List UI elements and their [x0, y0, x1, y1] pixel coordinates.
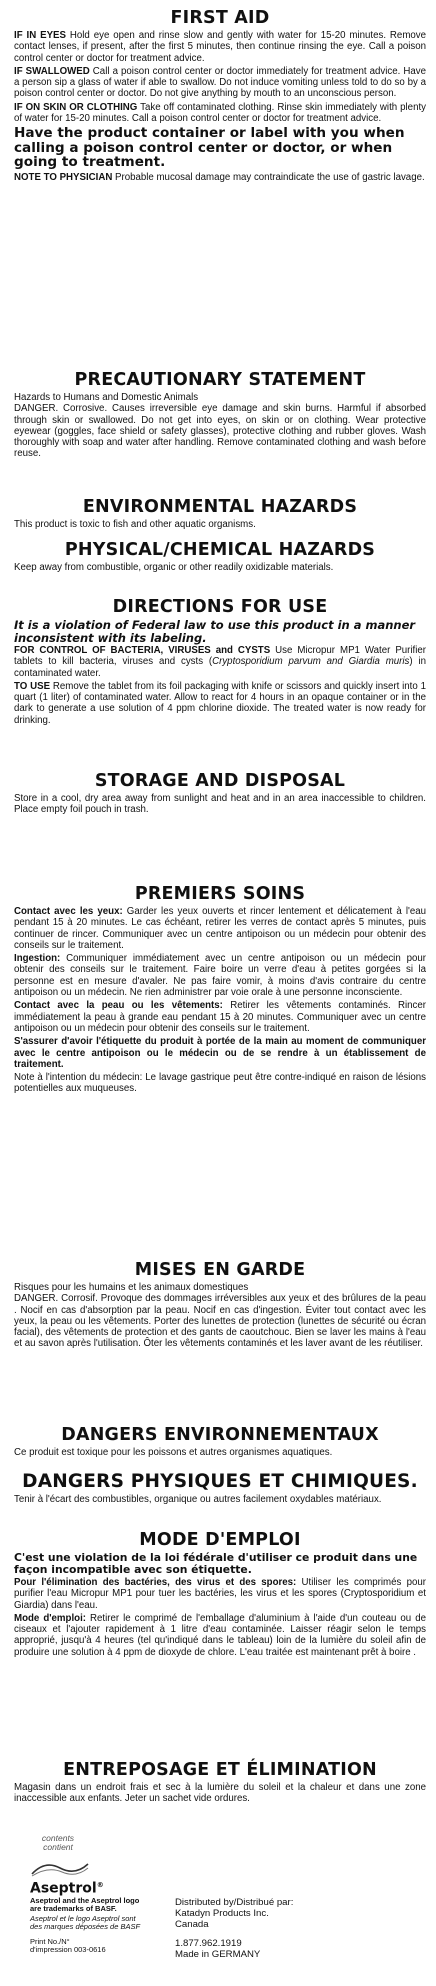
precautionary-section [14, 370, 426, 460]
environmental-section [14, 497, 426, 530]
brand-block [30, 1834, 160, 1955]
elimination-lead: Pour l'élimination des bactéries, des virus et des spores: [14, 1577, 297, 1588]
control-organisms: Cryptosporidium parvum and Giardia muris [212, 656, 410, 668]
physical-section [14, 540, 426, 573]
print-line-2: d'impression 003-0616 [30, 1945, 106, 1955]
brand-name: Aseptrol® [30, 1880, 104, 1897]
dangers-env-title: DANGERS ENVIRONNEMENTAUX [61, 1425, 379, 1445]
eyes-lead: IF IN EYES [14, 30, 66, 41]
environmental-text: This product is toxic to fish and other aquatic organisms. [14, 519, 256, 530]
trademark-fr [30, 1915, 160, 1932]
mises-en-garde-subtitle: Risques pour les humains et les animaux domestiques [14, 1282, 249, 1293]
mises-en-garde-section [14, 1260, 426, 1350]
contents-en: contents [41, 1833, 75, 1843]
dangers-env-section [14, 1425, 426, 1458]
ingestion [14, 953, 426, 998]
contents-label [30, 1834, 86, 1852]
distributed-by: Distributed by/Distribué par: [175, 1897, 294, 1908]
to-use-body: Remove the tablet from its foil packaging with knife or scissors and quickly insert into 1 quart (1 liter) of contaminated water. Allow to react for 4 hours in an opaque container or in the dark to generate a use solution of 4 ppm chlorine dioxide. The treated water is now ready for drinking. [14, 680, 426, 726]
premiers-soins-section [14, 884, 426, 1095]
first-aid-skin [14, 102, 426, 125]
made-in: Made in GERMANY [175, 1949, 261, 1961]
control-text [14, 645, 426, 679]
eyes-text: Hold eye open and rinse slow and gently with water for 15-20 minutes. Remove contact lenses, if present, after the first 5 minutes, then continue rinsing the eye. Call a poison control center or doctor for treatment advice. [14, 30, 427, 64]
peau-text: Retirer les vêtements contaminés. Rincer immédiatement la peau à grande eau pendant 15 à 20 minutes. Communiquer avec un centre antipoison ou un médecin pour obtenir des conseils sur le traitement. [14, 1000, 427, 1034]
first-aid-title: FIRST AID [170, 8, 270, 28]
ingestion-lead: Ingestion: [14, 953, 61, 965]
directions-section [14, 597, 426, 726]
swallowed-lead: IF SWALLOWED [14, 65, 90, 77]
physician-lead: NOTE TO PHYSICIAN [14, 171, 113, 183]
entreposage-text: Magasin dans un endroit frais et sec à la lumière du soleil et la chaleur et dans une zone inaccessible aux enfants. Jeter un sachet vide ordures. [14, 1782, 426, 1805]
directions-title: DIRECTIONS FOR USE [112, 597, 328, 617]
physical-title: PHYSICAL/CHEMICAL HAZARDS [64, 540, 376, 560]
entreposage-title: ENTREPOSAGE ET ÉLIMINATION [63, 1760, 377, 1780]
physician-text: Probable mucosal damage may contraindicate the use of gastric lavage. [112, 171, 425, 183]
swallowed-text: Call a poison control center or doctor immediately for treatment advice. Have a person sip a glass of water if able to swallow. Do not induce vomiting unless told to do so by a poison control center or doctor. Do not give anything by mouth to an unconscious person. [14, 65, 426, 100]
print-line-1: Print No./N° [30, 1936, 70, 1946]
mises-en-garde-text: DANGER. Corrosif. Provoque des dommages irréversibles aux yeux et des brûlures de la peau . Nocif en cas d'absorption par la peau. Nocif en cas d'ingestion. Éviter tout contact avec les yeux, la peau ou les vêtements. Porter des lunettes de protection (lunettes de sécurité ou écran facial), des vêtements de protection et des gants de caoutchouc. Bien se laver les mains à l'eau et au savon après l'utilisation. Ôter les vêtements contaminés et les laver avant de les réutiliser. [14, 1293, 426, 1350]
etiquette-warning: S'assurer d'avoir l'étiquette du produit à portée de la main au moment de communiquer avec le centre antipoison ou le médecin ou de se rendre à un établissement de traitement. [14, 1036, 426, 1070]
environmental-title: ENVIRONMENTAL HAZARDS [82, 497, 358, 517]
print-number [30, 1938, 160, 1955]
loi-federale-warning: C'est une violation de la loi fédérale d'utiliser ce produit dans une façon incompatible avec son étiquette. [14, 1551, 418, 1576]
physical-text: Keep away from combustible, organic or other readily oxidizable materials. [14, 562, 334, 573]
contents-fr: contient [43, 1842, 73, 1852]
dangers-phys-title: DANGERS PHYSIQUES ET CHIMIQUES. [22, 1471, 418, 1492]
elimination-text [14, 1577, 426, 1611]
label-footer [30, 1834, 420, 1984]
precautionary-title: PRECAUTIONARY STATEMENT [74, 370, 366, 390]
first-aid-eyes [14, 30, 426, 64]
trademark-en [30, 1897, 160, 1914]
precautionary-text: DANGER. Corrosive. Causes irreversible eye damage and skin burns. Harmful if absorbed through skin or swallowed. Do not get into eyes, on skin or on clothing. Wear protective eyewear (goggles, face shield or safety glasses), protective clothing and rubber gloves. Wash thoroughly with soap and water after handling. Remove contaminated clothing and wash before reuse. [14, 403, 426, 460]
yeux-text: Garder les yeux ouverts et rincer lentement et délicatement à l'eau pendant 15 à 20 minutes. Le cas échéant, retirer les verres de contact après 5 minutes, puis continuer de rincer. Communiquer avec un centre antipoison ou un médecin pour obtenir des conseils sur le traitement. [14, 906, 426, 951]
note-medecin: Note à l'intention du médecin: Le lavage gastrique peut être contre-indiqué en raison de lésions potentielles aux muqueuses. [14, 1072, 426, 1095]
mode-body: Retirer le comprimé de l'emballage d'aluminium à l'aide d'un couteau ou de ciseaux et l'ajouter rapidement à 1 litre d'eau contaminée. Laisser réagir selon le temps approprié, jusqu'à 4 heures (tel qu'indiqué dans le tableau) loin de la lumière du soleil afin de produire une solution à 4 ppm de dioxyde de chlore. L'eau traitée est maintenant prêt à boire . [14, 1612, 426, 1658]
to-use-lead: TO USE [14, 680, 51, 692]
mode-emploi-section [14, 1530, 426, 1658]
yeux-lead: Contact avec les yeux: [14, 906, 123, 917]
premiers-soins-title: PREMIERS SOINS [134, 884, 306, 904]
trademark-fr-line-1: Aseptrol et le logo Aseptrol sont [30, 1913, 136, 1923]
ingestion-text: Communiquer immédiatement avec un centre antipoison ou un médecin pour obtenir des conseils sur le traitement. Faire boire un verre d'eau à petites gorgées si la personne est en mesure d'avaler. Ne pas faire vomir, à moins d'avis contraire du centre antipoison ou un médecin. Ne rien administrer par voie orale à une personne inconsciente. [14, 953, 426, 999]
mises-en-garde-title: MISES EN GARDE [134, 1260, 306, 1280]
trademark-fr-line-2: des marques déposées de BASF [30, 1922, 141, 1932]
skin-text: Take off contaminated clothing. Rinse skin immediately with plenty of water for 15-20 minutes. Call a poison control center or doctor for treatment advice. [14, 101, 426, 125]
first-aid-swallowed [14, 66, 426, 100]
company-name: Katadyn Products Inc. [175, 1907, 269, 1919]
precautionary-subtitle: Hazards to Humans and Domestic Animals [14, 392, 199, 403]
mode-lead: Mode d'emploi: [14, 1612, 86, 1624]
container-warning: Have the product container or label with you when calling a poison control center or doctor, or when going to treatment. [14, 125, 405, 171]
to-use-text [14, 681, 426, 726]
contact-peau [14, 1000, 426, 1034]
first-aid-section [14, 8, 426, 183]
control-text-2: ) in contaminated water. [14, 656, 426, 679]
trademark-en-line-2: are trademarks of BASF. [30, 1904, 117, 1914]
elimination-body: Utiliser les comprimés pour purifier l'eau Micropur MP1 pour tuer les bactéries, les virus et les spores (Cryptosporidium et Giardia) dans l'eau. [14, 1577, 426, 1611]
company-country: Canada [175, 1918, 209, 1930]
distributor-block [175, 1898, 293, 1961]
mode-emploi-title: MODE D'EMPLOI [139, 1530, 301, 1550]
storage-section [14, 771, 426, 816]
control-text-1: Use Micropur MP1 Water Purifier tablets to kill bacteria, viruses and cysts ( [14, 645, 427, 668]
dangers-phys-text: Tenir à l'écart des combustibles, organique ou autres facilement oxydables matériaux. [14, 1494, 382, 1505]
control-lead: FOR CONTROL OF BACTERIA, VIRUSES and CYSTS [14, 645, 271, 656]
storage-text: Store in a cool, dry area away from sunlight and heat and in an area inaccessible to children. Place empty foil pouch in trash. [14, 793, 426, 816]
dangers-phys-section [14, 1472, 426, 1505]
trademark-en-line-1: Aseptrol and the Aseptrol logo [30, 1895, 140, 1905]
contact-yeux [14, 906, 426, 951]
skin-lead: IF ON SKIN OR CLOTHING [14, 101, 138, 113]
peau-lead: Contact avec la peau ou les vêtements: [14, 1000, 223, 1012]
note-to-physician [14, 172, 426, 183]
phone-number: 1.877.962.1919 [175, 1938, 242, 1950]
storage-title: STORAGE AND DISPOSAL [94, 771, 346, 791]
dangers-env-text: Ce produit est toxique pour les poissons et autres organismes aquatiques. [14, 1447, 333, 1458]
mode-text [14, 1613, 426, 1658]
entreposage-section [14, 1760, 426, 1805]
brand-text: Aseptrol [30, 1880, 97, 1897]
aseptrol-logo-icon [30, 1858, 90, 1878]
federal-law-warning: It is a violation of Federal law to use this product in a manner inconsistent with its labeling. [14, 618, 416, 645]
